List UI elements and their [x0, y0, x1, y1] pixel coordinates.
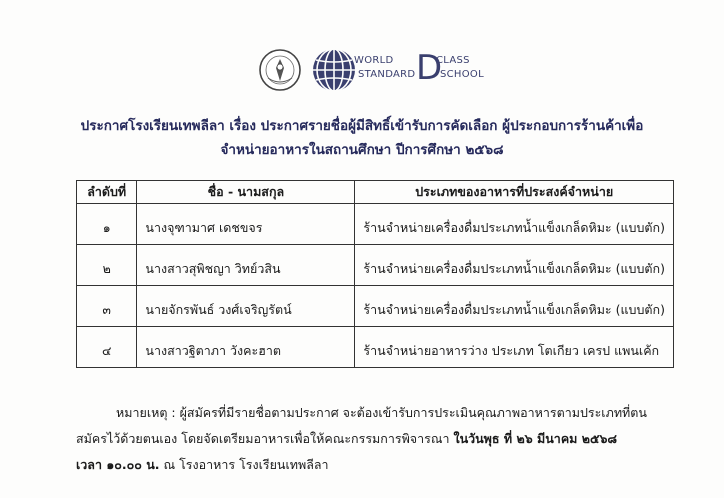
remark-paragraph: [76, 400, 676, 478]
candidates-table: [76, 180, 674, 368]
remark-line3: [76, 452, 676, 478]
remark-line1: หมายเหตุ : ผู้สมัครที่มีรายชื่อตามประกาศ จะต้องเข้ารับการประเมินคุณภาพอาหารตามประเภทที่ตน: [116, 405, 647, 420]
row-food-type: ร้านจำหน่ายอาหารว่าง ประเภท โตเกียว เครป แพนเค้ก: [355, 327, 674, 368]
header-food-type: ประเภทของอาหารที่ประสงค์จำหน่าย: [355, 181, 674, 204]
remark-location: ณ โรงอาหาร โรงเรียนเทพลีลา: [159, 457, 329, 472]
row-food-type: ร้านจำหน่ายเครื่องดื่มประเภทน้ำแข็งเกล็ดหิมะ (แบบตัก): [355, 245, 674, 286]
header-order: ลำดับที่: [77, 181, 137, 204]
row-food-type: ร้านจำหน่ายเครื่องดื่มประเภทน้ำแข็งเกล็ดหิมะ (แบบตัก): [355, 204, 674, 245]
table-row: [77, 327, 674, 368]
school-seal-logo: [258, 48, 302, 92]
remark-line2-text: สมัครไว้ด้วยตนเอง โดยจัดเตรียมอาหารเพื่อให้คณะกรรมการพิจารณา: [76, 431, 454, 446]
row-number: ๓: [77, 286, 137, 327]
row-food-type: ร้านจำหน่ายเครื่องดื่มประเภทน้ำแข็งเกล็ดหิมะ (แบบตัก): [355, 286, 674, 327]
row-name: นางจุฑามาศ เดชขจร: [137, 204, 355, 245]
row-name: นางสาวสุพิชญา วิทย์วสิน: [137, 245, 355, 286]
row-number: ๒: [77, 245, 137, 286]
header-name: ชื่อ - นามสกุล: [137, 181, 355, 204]
row-name: นายจักรพันธ์ วงศ์เจริญรัตน์: [137, 286, 355, 327]
table-row: [77, 286, 674, 327]
table-row: [77, 245, 674, 286]
announcement-title-line2: จำหน่ายอาหารในสถานศึกษา ปีการศึกษา ๒๕๖๘: [220, 142, 504, 158]
row-name: นางสาวฐิตาภา วังคะฮาต: [137, 327, 355, 368]
row-number: ๔: [77, 327, 137, 368]
remark-time: เวลา ๑๐.๐๐ น.: [76, 457, 160, 472]
header-logos: WORLD CLASS D STANDARD SCHOOL: [258, 44, 498, 96]
remark-date: ในวันพุธ ที่ ๒๖ มีนาคม ๒๕๖๘: [453, 431, 618, 446]
announcement-title-line1: ประกาศโรงเรียนเทพลีลา เรื่อง ประกาศรายชื่อผู้มีสิทธิ์เข้ารับการคัดเลือก ผู้ประกอบการร้านค้าเพื่อ: [80, 118, 644, 134]
row-number: ๑: [77, 204, 137, 245]
table-row: [77, 204, 674, 245]
globe-logo: [310, 46, 358, 94]
table-header-row: [77, 181, 674, 204]
remark-line2: [76, 426, 676, 452]
